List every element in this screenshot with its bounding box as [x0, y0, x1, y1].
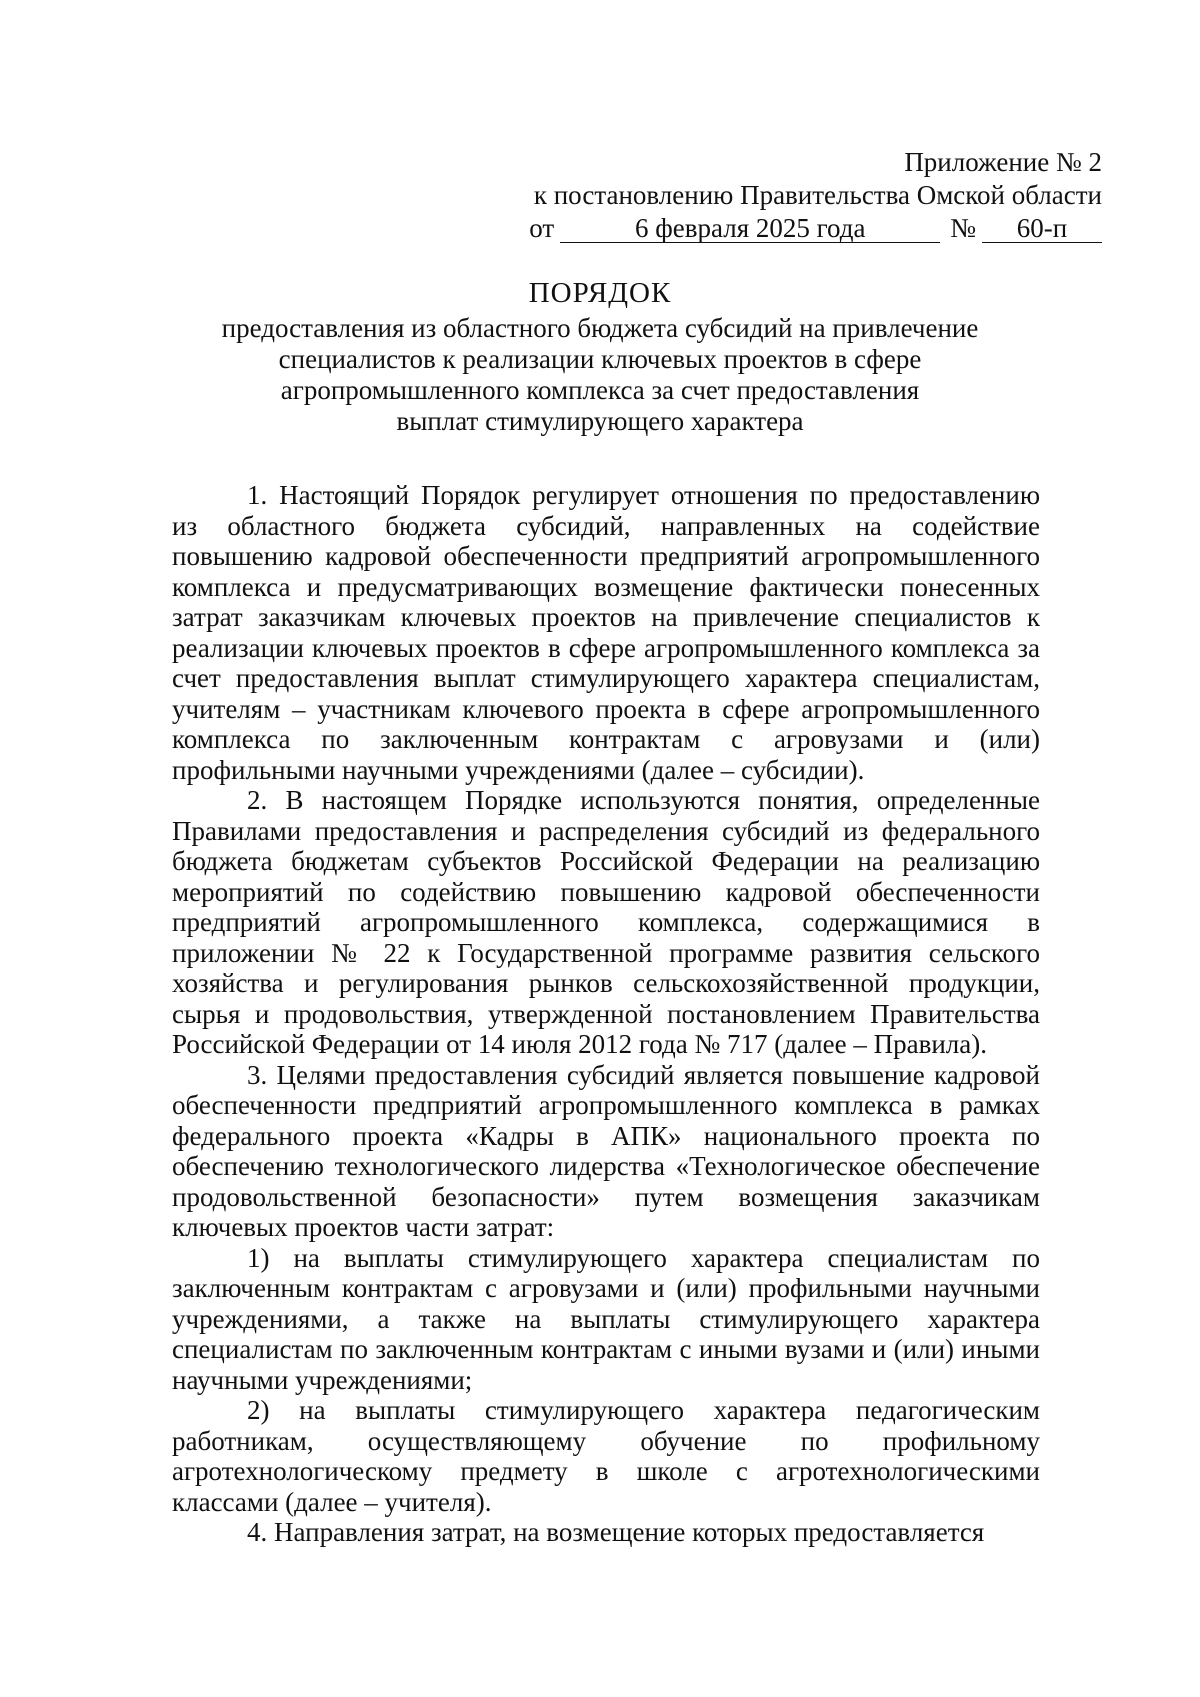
- appendix-header: [529, 146, 1102, 245]
- subtitle-line: выплат стимулирующего характера: [396, 406, 804, 436]
- from-label: от: [529, 213, 555, 243]
- paragraph-2: 2. В настоящем Порядке используются понятия, определенные Правилами предоставления и распределения субсидий из федерального бюджета бюджетам субъектов Российской Федерации на реализацию мероприятий по содействию повышению кадровой обеспеченности предприятий агропромышленного комплекса, содержащимися в приложении № 22 к Государственной программе развития сельского хозяйства и регулирования рынков сельскохозяйственной продукции, сырья и продовольствия, утвержденной постановлением Правительства Российской Федерации от 14 июля 2012 года № 717 (далее – Правила).: [172, 785, 1040, 1059]
- subtitle-line: специалистов к реализации ключевых проектов в сфере: [278, 344, 922, 374]
- paragraph-3-item-2: 2) на выплаты стимулирующего характера педагогическим работникам, осуществляющему обучение по профильному агротехнологическому предмету в школе с агротехнологическими классами (далее – учителя).: [172, 1395, 1040, 1517]
- number-label: №: [950, 213, 976, 243]
- paragraph-3-item-1: 1) на выплаты стимулирующего характера специалистам по заключенным контрактам с агровузами и (или) профильными научными учреждениями, а также на выплаты стимулирующего характера специалистам по заключенным контрактам с иными вузами и (или) иными научными учреждениями;: [172, 1242, 1040, 1395]
- paragraph-3: 3. Целями предоставления субсидий является повышение кадровой обеспеченности предприятий агропромышленного комплекса в рамках федерального проекта «Кадры в АПК» национального проекта по обеспечению технологического лидерства «Технологическое обеспечение продовольственной безопасности» путем возмещения заказчикам ключевых проектов части затрат:: [172, 1059, 1040, 1242]
- subtitle-line: агропромышленного комплекса за счет предоставления: [280, 375, 920, 405]
- paragraph-1: 1. Настоящий Порядок регулирует отношения по предоставлению из областного бюджета субсидий, направленных на содействие повышению кадровой обеспеченности предприятий агропромышленного комплекса и предусматривающих возмещение фактически понесенных затрат заказчикам ключевых проектов на привлечение специалистов к реализации ключевых проектов в сфере агропромышленного комплекса за счет предоставления выплат стимулирующего характера специалистам, учителям – участникам ключевого проекта в сфере агропромышленного комплекса по заключенным контрактам с агровузами и (или) профильными научными учреждениями (далее – субсидии).: [172, 480, 1040, 785]
- resolution-reference: к постановлению Правительства Омской области: [533, 180, 1102, 210]
- resolution-date-line: [529, 212, 1102, 245]
- title-main: ПОРЯДОК: [528, 277, 672, 309]
- appendix-number: Приложение № 2: [904, 147, 1102, 177]
- resolution-date: 6 февраля 2025 года: [560, 214, 940, 243]
- subtitle-line: предоставления из областного бюджета субсидий на привлечение: [221, 313, 979, 343]
- paragraph-4: 4. Направления затрат, на возмещение которых предоставляется: [247, 1517, 985, 1547]
- document-body: [172, 480, 1040, 1548]
- resolution-number: 60-п: [982, 214, 1102, 243]
- document-title: [160, 278, 1040, 437]
